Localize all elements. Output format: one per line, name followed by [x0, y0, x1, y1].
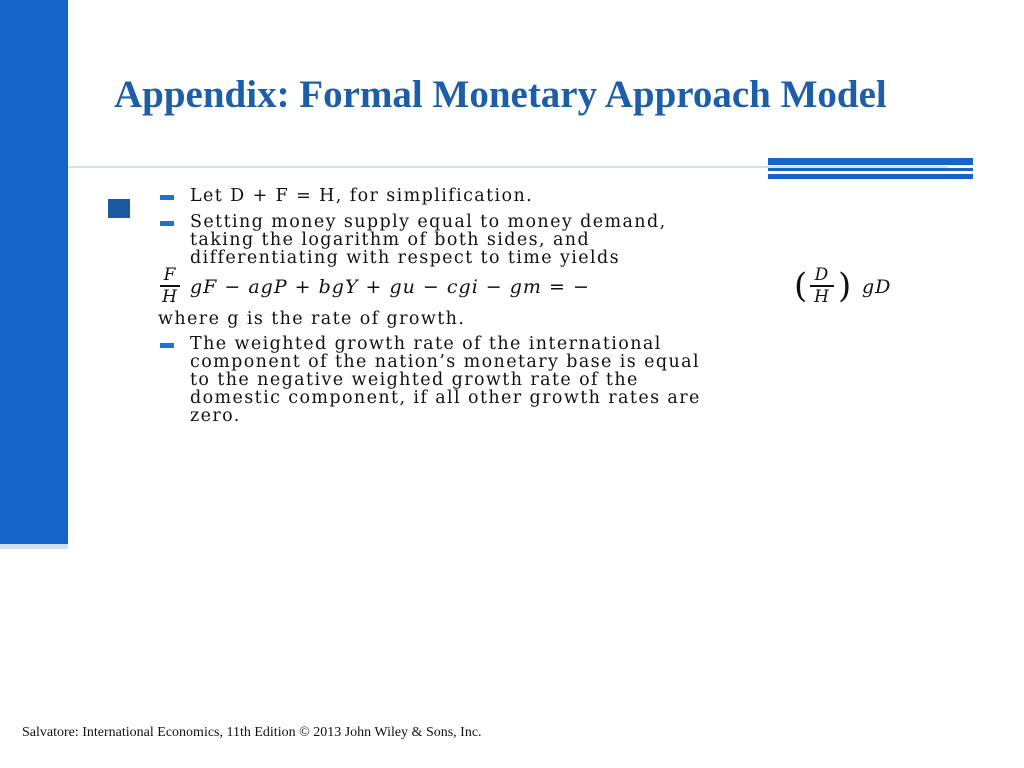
bullet-text: to the negative weighted growth rate of the: [190, 370, 639, 390]
fraction-d-over-h: [810, 266, 834, 306]
bullet-text: component of the nation’s monetary base is equal: [190, 352, 700, 372]
sub-bullet-marker: [160, 195, 174, 200]
growth-note: where g is the rate of growth.: [158, 309, 466, 329]
bullet-text: Let D + F = H, for simplification.: [190, 186, 534, 206]
paren-close: ): [838, 266, 853, 306]
bullet-text: zero.: [190, 406, 241, 426]
sub-bullet-marker: [160, 343, 174, 348]
sub-bullet-marker: [160, 221, 174, 226]
fraction-f-over-h: [160, 266, 180, 306]
bullet-text: differentiating with respect to time yields: [190, 248, 621, 268]
fraction-denominator: H: [162, 286, 178, 307]
equation-left-terms: gF − agP + bgY + gu − cgi − gm = −: [190, 276, 590, 298]
paren-open: (: [794, 266, 809, 306]
equation-right-term: gD: [862, 276, 892, 298]
equation: [158, 266, 918, 306]
slide-title: Appendix: Formal Monetary Approach Model: [114, 73, 887, 116]
fraction-numerator: D: [814, 265, 830, 285]
slide-footer: Salvatore: International Economics, 11th Edition © 2013 John Wiley & Sons, Inc.: [22, 725, 482, 740]
bullet-text: domestic component, if all other growth rates are: [190, 388, 701, 408]
bullet-text: The weighted growth rate of the international: [190, 334, 662, 354]
fraction-denominator: H: [814, 286, 830, 307]
fraction-numerator: F: [163, 265, 177, 285]
bullet-text: Setting money supply equal to money demand,: [190, 212, 667, 232]
bullet-text: taking the logarithm of both sides, and: [190, 230, 591, 250]
